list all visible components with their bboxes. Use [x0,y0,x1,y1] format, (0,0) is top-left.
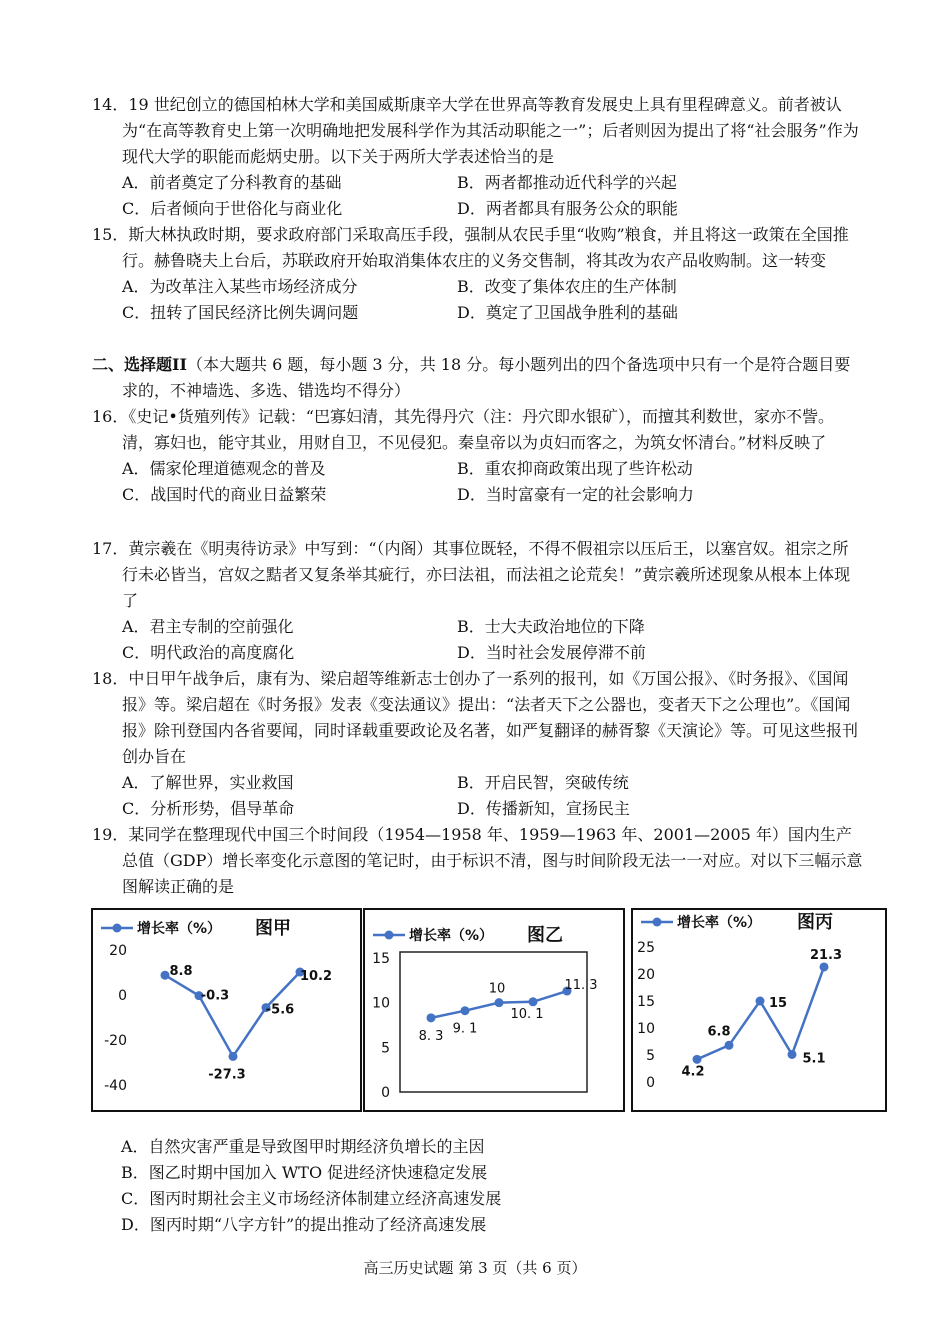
data-point [529,997,538,1006]
option-b: B．两者都推动近代科学的兴起 [457,173,677,192]
question-text: 17．黄宗羲在《明夷待访录》中写到：“（内阁）其事位既轻，不得不假祖宗以压后王，以塞宫奴。祖宗之所行未必皆当，宫奴之黠者又复条举其疵行，亦曰法祖，而法祖之论荒矣！”黄宗羲所述现象从根本上体现了 [92,539,851,610]
question-16 [92,404,864,508]
option-a: A．自然灾害严重是导致图甲时期经济负增长的主因 [121,1137,485,1156]
chart-title: 图乙 [527,925,563,946]
legend-label: 增长率（%） [677,915,762,931]
option-d: D．传播新知，宣扬民主 [457,799,630,818]
y-tick-label: -40 [104,1078,127,1094]
data-label: 15 [768,996,788,1011]
option-b: B．图乙时期中国加入 WTO 促进经济快速稳定发展 [121,1163,488,1182]
data-label: 9. 1 [452,1021,478,1037]
data-point [693,1055,702,1064]
chart-title: 图丙 [797,912,833,933]
option-c: C．图丙时期社会主义市场经济体制建立经济高速发展 [121,1189,502,1208]
options [92,170,864,222]
data-point [725,1041,734,1050]
data-label: 4.2 [681,1064,705,1080]
option-a: A．儒家伦理道德观念的普及 [122,459,326,478]
data-point [161,971,170,980]
y-tick-label: 15 [372,951,390,967]
section-2-heading [92,352,864,404]
options [92,274,864,326]
question-15 [92,222,864,326]
options [92,456,864,508]
option-b: B．士大夫政治地位的下降 [457,617,645,636]
legend-label: 增长率（%） [137,921,222,937]
legend-marker [113,924,122,933]
question-17 [92,536,864,666]
option-a: A．君主专制的空前强化 [122,617,294,636]
y-tick-label: 5 [646,1048,655,1064]
page-footer: 高三历史试题 第 3 页（共 6 页） [363,1259,587,1277]
y-tick-label: 0 [381,1085,390,1101]
chart-yi [363,908,625,1112]
data-label: 10.2 [299,969,333,985]
chart-bing [631,908,887,1112]
y-tick-label: 10 [372,995,390,1012]
section-desc: （本大题共 6 题，每小题 3 分，共 18 分。每小题列出的四个备选项中只有一个是符合题目要求的，不神墙选、多选、错选均不得分） [122,355,851,400]
option-c: C．战国时代的商业日益繁荣 [122,485,327,504]
option-c: C．分析形势，倡导革命 [122,799,295,818]
data-label: -0.3 [200,988,230,1004]
question-text: 16．《史记•货殖列传》记载：“巴寡妇清，其先得丹穴（注：丹穴即水银矿），而擅其利数世，家亦不訾。清，寡妇也，能守其业，用财自卫，不见侵犯。秦皇帝以为贞妇而客之，为筑女怀清台。”材料反映了 [92,407,834,452]
chart-svg [633,910,885,1110]
option-c: C．后者倾向于世俗化与商业化 [122,199,343,218]
chart-svg [93,910,360,1110]
data-label: 21.3 [809,947,843,963]
data-point [756,997,765,1006]
option-a: A．前者奠定了分科教育的基础 [122,173,342,192]
option-a: A．为改革注入某些市场经济成分 [122,277,358,296]
series-line [697,967,824,1059]
option-d: D．两者都具有服务公众的职能 [457,199,678,218]
y-tick-label: -20 [104,1033,127,1049]
option-d: D．当时富豪有一定的社会影响力 [457,485,694,504]
data-point [495,998,504,1007]
y-tick-label: 15 [637,994,655,1010]
chart-title: 图甲 [255,918,291,939]
data-point [229,1052,238,1061]
option-d: D．奠定了卫国战争胜利的基础 [457,303,678,322]
gdp-charts [91,908,887,1112]
y-tick-label: 5 [381,1040,390,1057]
data-point [427,1013,436,1022]
options [92,614,864,666]
legend-label: 增长率（%） [409,928,494,944]
legend-marker [385,931,394,940]
option-b: B．开启民智，突破传统 [457,773,629,792]
question-text: 14．19 世纪创立的德国柏林大学和美国威斯康辛大学在世界高等教育发展史上具有里程碑意义。前者被认为“在高等教育史上第一次明确地把发展科学作为其活动职能之一”；后者则因为提出了将“社会服务”作为现代大学的职能而彪炳史册。以下关于两所大学表述恰当的是 [92,95,859,166]
data-label: 8. 3 [418,1028,444,1044]
option-d: D．图丙时期“八字方针”的提出推动了经济高速发展 [121,1215,487,1234]
y-tick-label: 20 [109,943,127,959]
option-c: C．扭转了国民经济比例失调问题 [122,303,359,322]
question-text: 18．中日甲午战争后，康有为、梁启超等维新志士创办了一系列的报刊，如《万国公报》、《时务报》、《国闻报》等。梁启超在《时务报》发表《变法通议》提出：“法者天下之公器也，变者天下之公理也”。《国闻报》除刊登国内各省要闻，同时译载重要政论及名著，如严复翻译的赫胥黎《天演论》等。可见这些报刊创办旨在 [92,669,859,766]
question-text: 15．斯大林执政时期，要求政府部门采取高压手段，强制从农民手里“收购”粮食，并且将这一政策在全国推行。赫鲁晓夫上台后，苏联政府开始取消集体农庄的义务交售制，将其改为农产品收购制。这一转变 [92,225,849,270]
question-18 [92,666,864,822]
option-d: D．当时社会发展停滞不前 [457,643,646,662]
question-text: 19．某同学在整理现代中国三个时间段（1954—1958 年、1959—1963 年、2001—2005 年）国内生产总值（GDP）增长率变化示意图的笔记时，由于标识不清，图与时间阶段无法一一对应。对以下三幅示意图解读正确的是 [92,825,863,896]
plot-frame [400,952,587,1092]
y-tick-label: 25 [637,940,655,956]
option-a: A．了解世界，实业救国 [122,773,294,792]
section-title: 二、选择题II [92,355,187,374]
data-label: 10 [488,981,506,997]
y-tick-label: 20 [637,967,655,983]
options [92,770,864,822]
question-14 [92,92,864,222]
data-label: 10. 1 [510,1006,544,1022]
data-label: 6.8 [707,1024,731,1040]
data-point [788,1050,797,1059]
option-c: C．明代政治的高度腐化 [122,643,295,662]
question-19 [92,822,864,900]
y-tick-label: 0 [118,988,127,1004]
data-label: -27.3 [208,1067,246,1083]
chart-jia [91,908,362,1112]
option-b: B．重农抑商政策出现了些许松动 [457,459,693,478]
legend-marker [653,918,662,927]
chart-svg [365,910,623,1110]
data-label: 5.1 [802,1051,826,1067]
data-point [461,1006,470,1015]
y-tick-label: 10 [637,1021,655,1037]
data-label: -5.6 [265,1002,295,1018]
data-label: 8.8 [169,964,193,980]
data-point [820,962,829,971]
y-tick-label: 0 [646,1075,655,1091]
question-19-options [121,1134,501,1238]
data-label: 11. 3 [564,978,598,994]
option-b: B．改变了集体农庄的生产体制 [457,277,677,296]
